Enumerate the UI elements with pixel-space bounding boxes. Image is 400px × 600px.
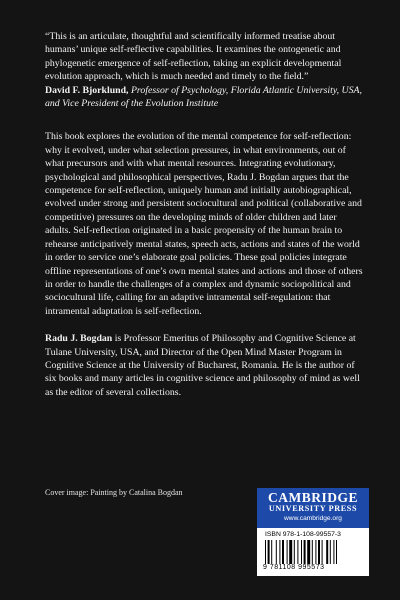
publisher-name: CAMBRIDGE	[267, 490, 358, 505]
barcode-bar	[326, 540, 328, 564]
barcode-bar	[301, 540, 302, 564]
publisher-press: UNIVERSITY PRESS	[268, 504, 358, 513]
barcode-digits: 9 781108 995573	[263, 564, 325, 571]
barcode-bar	[304, 540, 306, 564]
publisher-url: www.cambridge.org	[284, 515, 342, 522]
barcode-bar	[315, 540, 316, 564]
endorsement-attribution	[45, 84, 363, 111]
publisher-box	[257, 488, 369, 576]
author-name: Radu J. Bogdan	[45, 333, 113, 345]
endorser-name: David F. Bjorklund,	[45, 84, 129, 96]
barcode-bar	[271, 540, 272, 564]
barcode-bar	[279, 540, 280, 564]
barcode-bar	[294, 540, 295, 564]
barcode-bar	[336, 540, 337, 564]
barcode-bar	[289, 540, 292, 564]
barcode-bar	[265, 540, 266, 564]
barcode-bar	[268, 540, 270, 564]
barcode-bar	[297, 540, 298, 564]
book-description: This book explores the evolution of the mental competence for self-reflection: why it evolved, under what selection pressures, in what environments, out of what precursors and with what mental resources. Integrating evolutionary, psychological and philosophical perspectives, Radu J. Bogdan argues that the competence for self-reflection, uniquely human and initially autobiographical, evolved under strong and persistent sociocultural and political (collaborative and competitive) pressures on the developing minds of older children and later adults. Self-reflection originated in a basic propensity of the human brain to rehearse anticipatively mental states, speech acts, actions and states of the world in order to service one’s elaborate goal policies. These goal policies integrate offline representations of one’s own mental states and actions and those of others in order to handle the challenges of a complex and dynamic sociopolitical and sociocultural life, calling for an adaptive intramental self-regulation: that intramental adaptation is self-reflection.	[45, 131, 363, 317]
cover-credit: Cover image: Painting by Catalina Bogdan	[45, 488, 183, 497]
endorsement-quote: “This is an articulate, thoughtful and scientifically informed treatise about humans’ unique self-reflective capabilities. It examines the ontogenetic and phylogenetic emergence of self-reflection, taking an explicit developmental evolution approach, which is much needed and timely to the field.”	[45, 31, 342, 83]
text-column	[45, 30, 363, 399]
publisher-logo	[257, 488, 369, 528]
barcode-bar	[330, 540, 331, 564]
barcode-bar	[318, 540, 320, 564]
endorsement	[45, 30, 363, 110]
barcode-icon	[263, 540, 363, 564]
isbn-text: ISBN 978-1-108-99557-3	[265, 531, 341, 538]
barcode-bar	[287, 540, 288, 564]
barcode-bar	[307, 540, 310, 564]
author-bio-text: is Professor Emeritus of Philosophy and Cognitive Science at Tulane University, USA, and Director of the Open Mind Master Program in Cognitive Science at the University of Bucharest, Romania. He is the author of six books and many articles in cognitive science and philosophy of mind as well as the editor of several collections.	[45, 333, 360, 398]
barcode-bar	[333, 540, 334, 564]
author-bio	[45, 332, 363, 399]
barcode-bar	[282, 540, 284, 564]
endorser-role: Professor of Psychology, Florida Atlantic University, USA, and Vice President of the Evolution Institute	[45, 84, 362, 110]
barcode-bar	[312, 540, 313, 564]
barcode-bar	[322, 540, 323, 564]
barcode-bar	[276, 540, 277, 564]
